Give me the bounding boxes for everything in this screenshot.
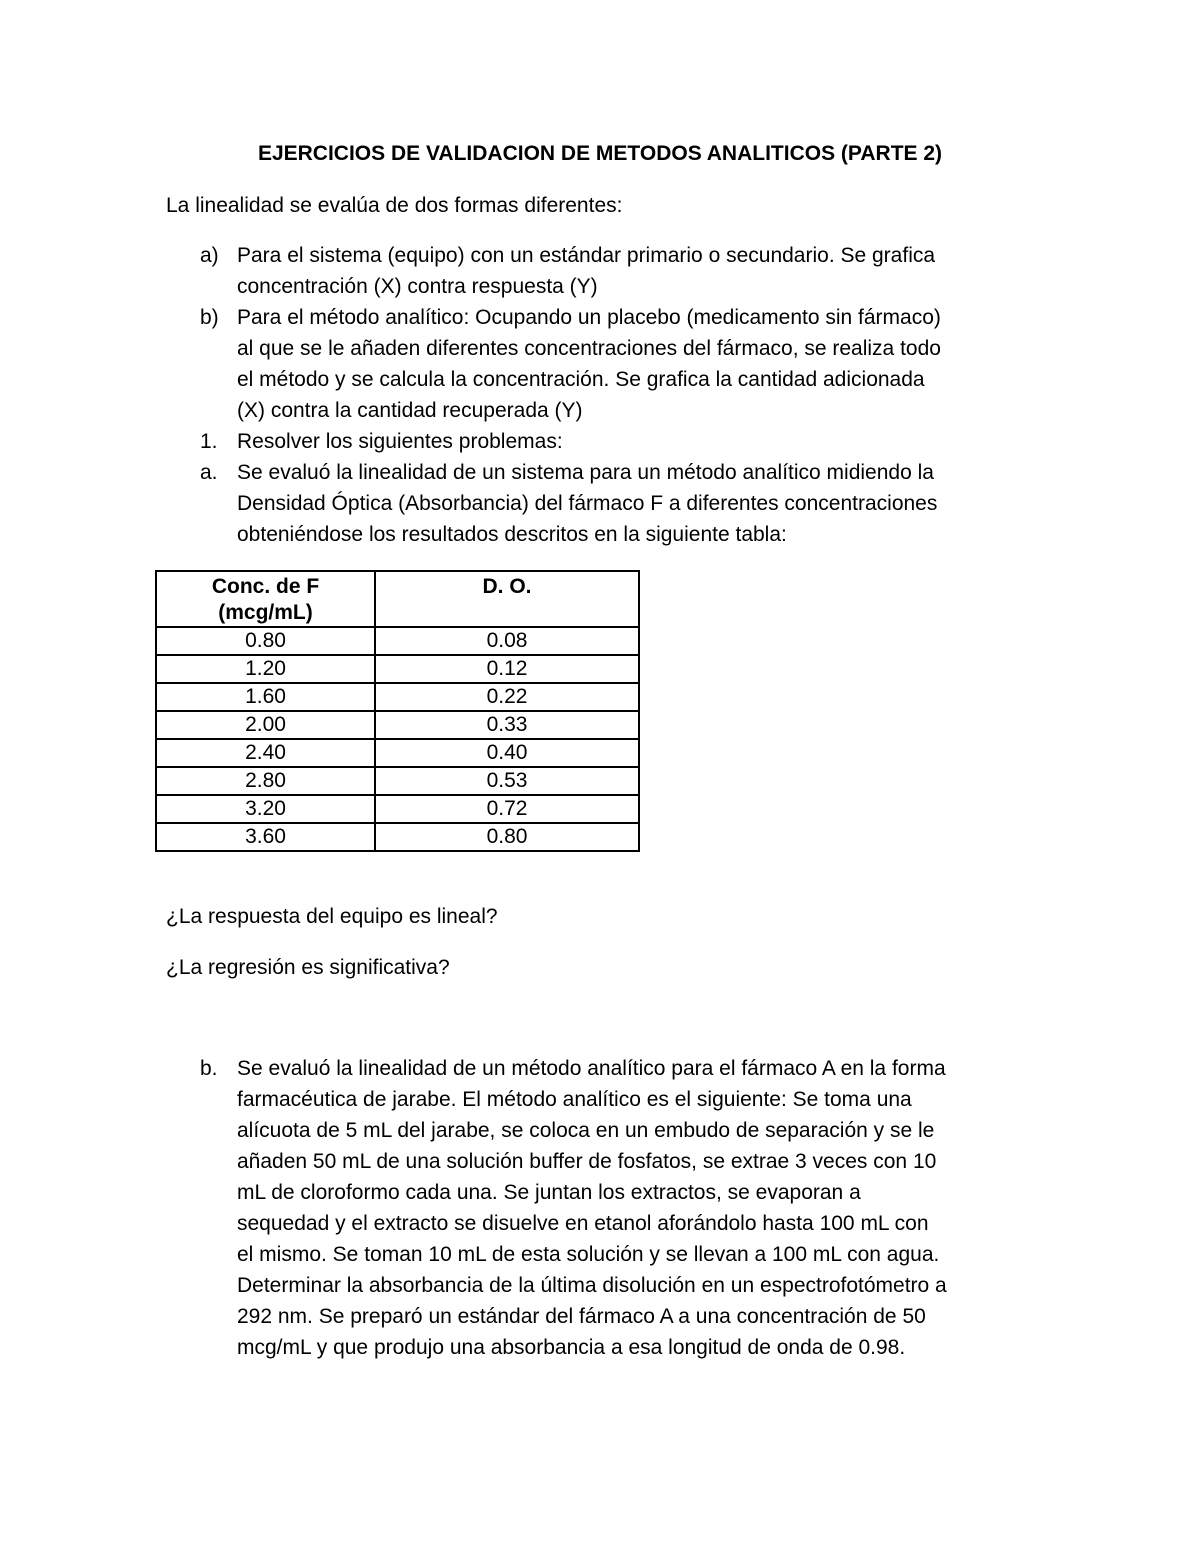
table-row [156, 655, 639, 683]
list-marker: a. [200, 461, 218, 484]
table-cell-do: 0.80 [375, 823, 639, 851]
list-item-text [237, 457, 1057, 550]
list-item-text [237, 426, 1057, 457]
table-cell-conc: 1.60 [156, 683, 375, 711]
text-line: Para el método analítico: Ocupando un placebo (medicamento sin fármaco) [237, 306, 941, 329]
table-cell-do: 0.72 [375, 795, 639, 823]
text-line: Densidad Óptica (Absorbancia) del fármaco F a diferentes concentraciones [237, 492, 938, 515]
text-line: el método y se calcula la concentración. Se grafica la cantidad adicionada [237, 368, 925, 391]
table-cell-conc: 2.40 [156, 739, 375, 767]
table-cell-conc: 2.00 [156, 711, 375, 739]
text-line: Para el sistema (equipo) con un estándar primario o secundario. Se grafica [237, 244, 936, 267]
question-regresion: ¿La regresión es significativa? [166, 956, 450, 979]
list-marker: a) [200, 244, 219, 267]
list-item-text [237, 302, 1057, 426]
list-marker: b. [200, 1057, 218, 1080]
text-line: añaden 50 mL de una solución buffer de fosfatos, se extrae 3 veces con 10 [237, 1150, 937, 1173]
table-body [156, 627, 639, 851]
list-marker: b) [200, 306, 219, 329]
table-row [156, 823, 639, 851]
table-row [156, 739, 639, 767]
list-item-text [237, 240, 1057, 302]
table-cell-do: 0.08 [375, 627, 639, 655]
list-marker: 1. [200, 430, 218, 453]
question-lineal: ¿La respuesta del equipo es lineal? [166, 905, 498, 928]
table-cell-conc: 3.60 [156, 823, 375, 851]
table-header-do: D. O. [375, 571, 639, 627]
table-row [156, 627, 639, 655]
table-cell-conc: 2.80 [156, 767, 375, 795]
text-line: Se evaluó la linealidad de un sistema para un método analítico midiendo la [237, 461, 934, 484]
table-header-conc [156, 571, 375, 627]
table-header-row [156, 571, 639, 627]
text-line: obteniéndose los resultados descritos en la siguiente tabla: [237, 523, 787, 546]
text-line: al que se le añaden diferentes concentraciones del fármaco, se realiza todo [237, 337, 941, 360]
intro-paragraph: La linealidad se evalúa de dos formas diferentes: [166, 194, 623, 217]
text-line: Se evaluó la linealidad de un método analítico para el fármaco A en la forma [237, 1057, 946, 1080]
text-line: Determinar la absorbancia de la última disolución en un espectrofotómetro a [237, 1274, 947, 1297]
text-line: mcg/mL y que produjo una absorbancia a esa longitud de onda de 0.98. [237, 1336, 906, 1359]
text-line: alícuota de 5 mL del jarabe, se coloca en un embudo de separación y se le [237, 1119, 935, 1142]
text-line: 292 nm. Se preparó un estándar del fármaco A a una concentración de 50 [237, 1305, 926, 1328]
table-row [156, 711, 639, 739]
text-line: Resolver los siguientes problemas: [237, 430, 563, 453]
data-table [155, 570, 640, 852]
table-cell-conc: 0.80 [156, 627, 375, 655]
table-cell-do: 0.33 [375, 711, 639, 739]
table-row [156, 683, 639, 711]
text-line: mL de cloroformo cada una. Se juntan los extractos, se evaporan a [237, 1181, 861, 1204]
text-line: concentración (X) contra respuesta (Y) [237, 275, 598, 298]
table-cell-conc: 3.20 [156, 795, 375, 823]
text-line: farmacéutica de jarabe. El método analítico es el siguiente: Se toma una [237, 1088, 912, 1111]
table-cell-do: 0.12 [375, 655, 639, 683]
table-cell-do: 0.22 [375, 683, 639, 711]
text-line: sequedad y el extracto se disuelve en etanol aforándolo hasta 100 mL con [237, 1212, 929, 1235]
table-cell-conc: 1.20 [156, 655, 375, 683]
table-cell-do: 0.53 [375, 767, 639, 795]
table-row [156, 795, 639, 823]
page-title: EJERCICIOS DE VALIDACION DE METODOS ANALITICOS (PARTE 2) [257, 142, 943, 165]
table-cell-do: 0.40 [375, 739, 639, 767]
table-row [156, 767, 639, 795]
text-line: el mismo. Se toman 10 mL de esta solución y se llevan a 100 mL con agua. [237, 1243, 940, 1266]
text-line: (X) contra la cantidad recuperada (Y) [237, 399, 583, 422]
list-item-text [237, 1053, 1057, 1363]
header-line: Conc. de F [211, 575, 320, 598]
header-line: (mcg/mL) [218, 601, 313, 624]
